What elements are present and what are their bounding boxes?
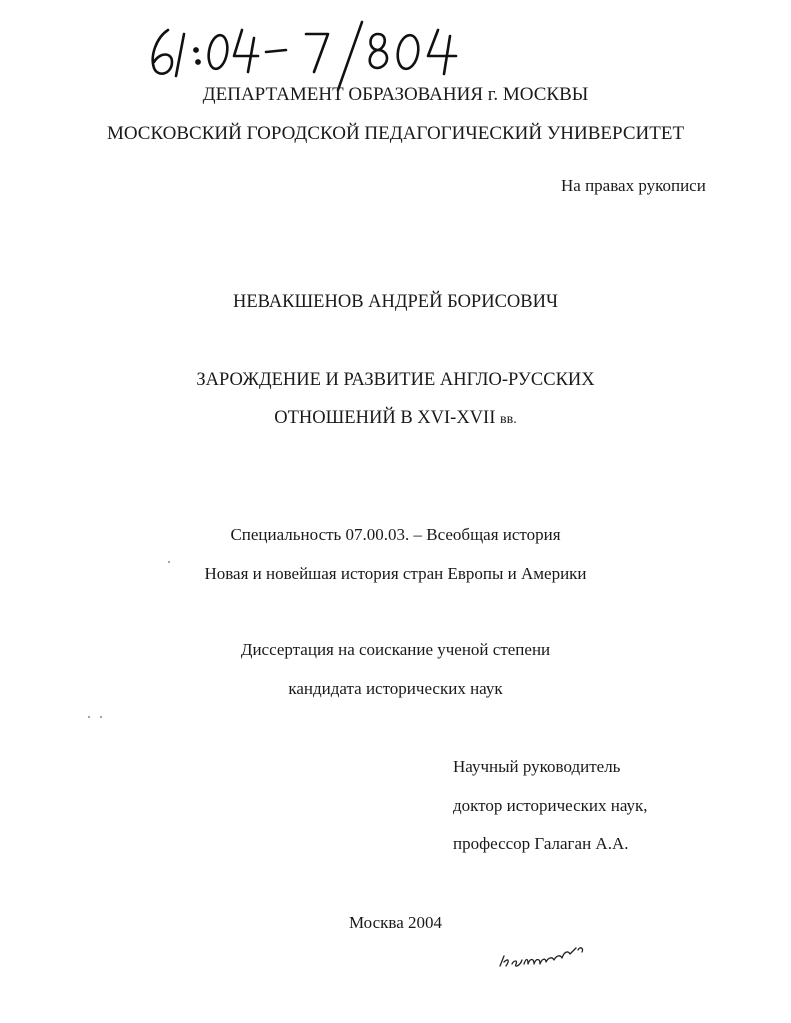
thesis-title-line-2-main: ОТНОШЕНИЙ В XVI-XVII bbox=[274, 408, 496, 428]
supervisor-line-3: профессор Галаган А.А. bbox=[453, 834, 629, 853]
supervisor-line-2: доктор исторических наук, bbox=[453, 796, 648, 815]
supervisor-line-1: Научный руководитель bbox=[453, 757, 621, 776]
thesis-title-line-1: ЗАРОЖДЕНИЕ И РАЗВИТИЕ АНГЛО-РУССКИХ bbox=[196, 370, 595, 390]
manuscript-rights-note: На правах рукописи bbox=[561, 176, 706, 195]
dissertation-line-1: Диссертация на соискание ученой степени bbox=[240, 640, 551, 659]
scan-speck bbox=[100, 716, 102, 718]
university-heading: МОСКОВСКИЙ ГОРОДСКОЙ ПЕДАГОГИЧЕСКИЙ УНИВЕРСИТЕТ bbox=[106, 123, 685, 144]
dissertation-line-2: кандидата исторических наук bbox=[288, 679, 503, 698]
author-name: НЕВАКШЕНОВ АНДРЕЙ БОРИСОВИЧ bbox=[232, 292, 559, 312]
thesis-title-line-2 bbox=[0, 406, 791, 432]
handwritten-signature bbox=[494, 940, 594, 980]
scan-speck bbox=[168, 561, 170, 563]
specialty-line-2: Новая и новейшая история стран Европы и Америки bbox=[204, 564, 587, 583]
thesis-title-line-2-suffix: вв. bbox=[500, 412, 517, 427]
department-heading: ДЕПАРТАМЕНТ ОБРАЗОВАНИЯ г. МОСКВЫ bbox=[202, 84, 589, 105]
specialty-line-1: Специальность 07.00.03. – Всеобщая история bbox=[230, 525, 561, 544]
scan-speck bbox=[88, 716, 90, 718]
city-year: Москва 2004 bbox=[348, 913, 443, 932]
